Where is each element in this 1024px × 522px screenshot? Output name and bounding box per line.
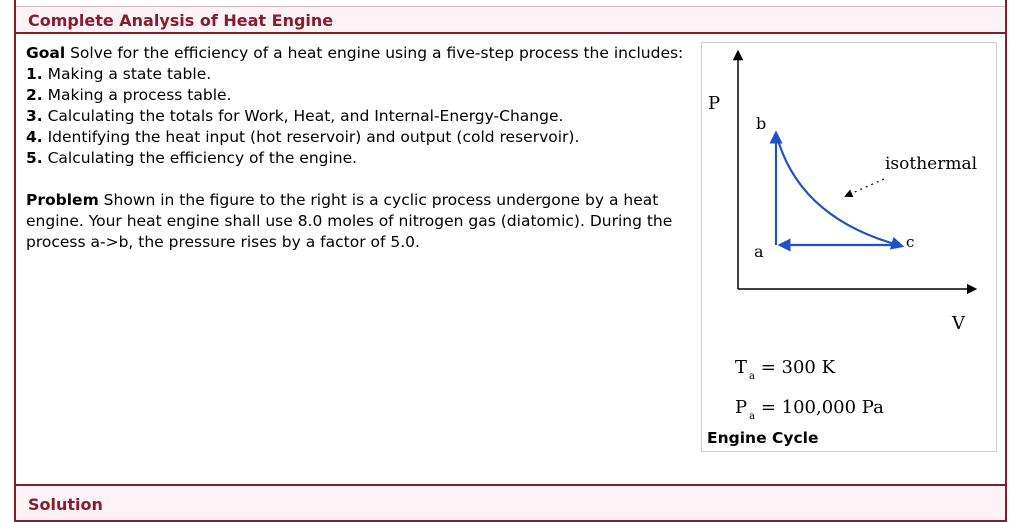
section-header bbox=[16, 6, 1005, 34]
p-axis-label: P bbox=[708, 93, 721, 114]
goal-paragraph bbox=[26, 43, 686, 64]
step-text: Making a process table. bbox=[42, 86, 232, 104]
goal-label: Goal bbox=[26, 44, 66, 62]
step-number: 4. bbox=[26, 128, 43, 146]
step-item bbox=[26, 148, 686, 169]
step-text: Identifying the heat input (hot reservoir) and output (cold reservoir). bbox=[42, 128, 580, 146]
point-b-label: b bbox=[756, 114, 767, 133]
pv-diagram bbox=[702, 43, 998, 453]
section-title: Complete Analysis of Heat Engine bbox=[28, 11, 334, 30]
step-number: 5. bbox=[26, 149, 43, 167]
step-text: Making a state table. bbox=[42, 65, 212, 83]
step-number: 2. bbox=[26, 86, 43, 104]
v-axis-label: V bbox=[952, 313, 965, 334]
temp-symbol: T bbox=[735, 357, 748, 378]
step-text: Calculating the totals for Work, Heat, and Internal-Energy-Change. bbox=[42, 107, 564, 125]
pressure-value: = 100,000 Pa bbox=[760, 397, 884, 418]
solution-header bbox=[16, 484, 1005, 522]
temp-value: = 300 K bbox=[760, 357, 836, 378]
problem-paragraph bbox=[26, 190, 686, 253]
problem-text: Shown in the figure to the right is a cyclic process undergone by a heat engine. Your heat engine shall use 8.0 moles of nitrogen gas (diatomic). During the process a->b, the pressure rises by a factor of 5.0. bbox=[26, 191, 673, 251]
problem-text-block bbox=[26, 43, 686, 253]
process-b-c-isotherm bbox=[776, 133, 898, 245]
goal-intro: Solve for the efficiency of a heat engine using a five-step process the includes: bbox=[65, 44, 684, 62]
temperature-condition bbox=[735, 357, 836, 382]
step-item bbox=[26, 64, 686, 85]
figure-caption: Engine Cycle bbox=[707, 429, 819, 447]
pressure-condition bbox=[735, 397, 884, 422]
point-a-label: a bbox=[754, 242, 764, 261]
solution-title: Solution bbox=[28, 495, 103, 514]
isothermal-pointer bbox=[848, 179, 884, 195]
temp-subscript: a bbox=[749, 371, 755, 382]
step-item bbox=[26, 85, 686, 106]
pressure-symbol: P bbox=[735, 397, 748, 418]
step-item bbox=[26, 127, 686, 148]
pressure-subscript: a bbox=[749, 411, 756, 422]
step-number: 3. bbox=[26, 107, 43, 125]
step-number: 1. bbox=[26, 65, 43, 83]
point-c-label: c bbox=[906, 233, 915, 251]
isothermal-label: isothermal bbox=[885, 154, 978, 174]
step-text: Calculating the efficiency of the engine. bbox=[42, 149, 358, 167]
pv-diagram-figure bbox=[701, 42, 997, 452]
problem-label: Problem bbox=[26, 191, 99, 209]
step-item bbox=[26, 106, 686, 127]
